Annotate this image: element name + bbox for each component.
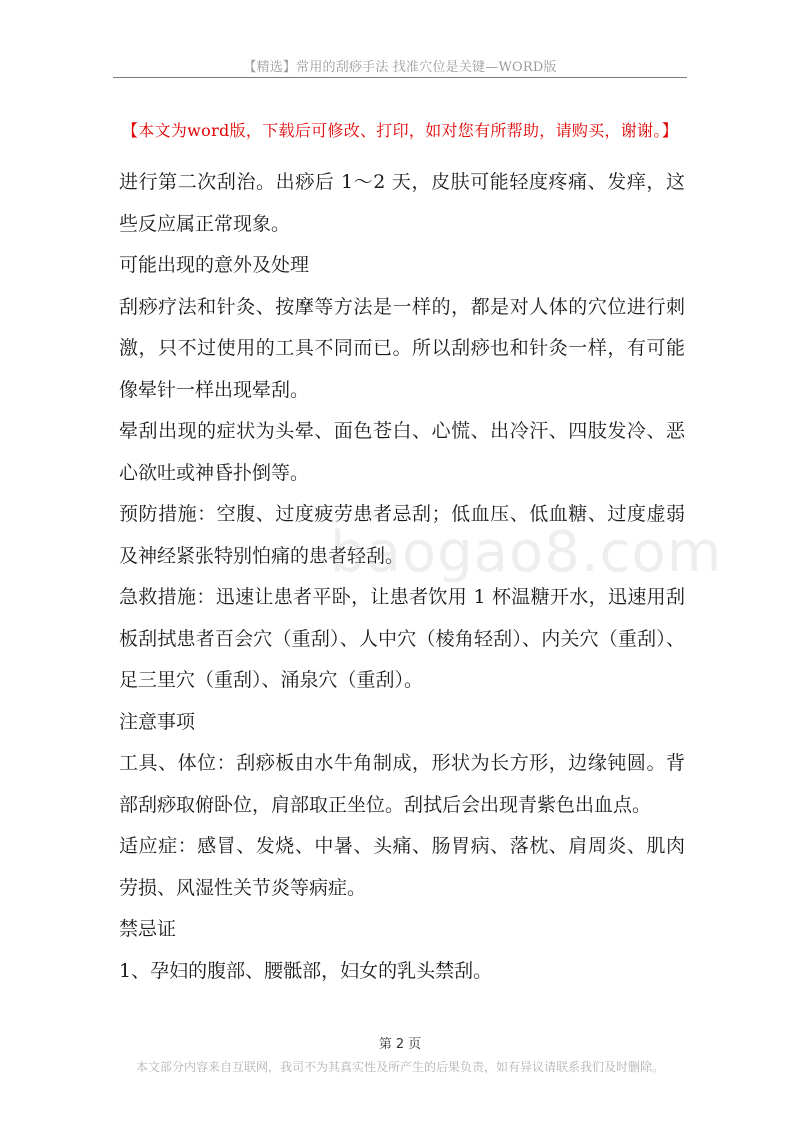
paragraph-prevention: 预防措施：空腹、过度疲劳患者忌刮；低血压、低血糖、过度虚弱及神经紧张特别怕痛的患者轻刮。 [119, 503, 685, 567]
page-number-value: 2 [395, 1037, 405, 1052]
page-number-prefix: 第 [378, 1037, 392, 1052]
section-heading-accidents: 可能出现的意外及处理 [119, 254, 310, 276]
page-number [0, 1033, 800, 1052]
paragraph-continuation: 进行第二次刮治。出痧后 1～2 天，皮肤可能轻度疼痛、发痒，这些反应属正常现象。 [119, 171, 685, 235]
paragraph-indications: 适应症：感冒、发烧、中暑、头痛、肠胃病、落枕、肩周炎、肌肉劳损、风湿性关节炎等病症。 [119, 835, 685, 899]
page-number-suffix: 页 [408, 1037, 422, 1052]
paragraph-tools-posture: 工具、体位：刮痧板由水牛角制成，形状为长方形，边缘钝圆。背部刮痧取俯卧位，肩部取正坐位。刮拭后会出现青紫色出血点。 [119, 752, 685, 816]
section-heading-contraindications: 禁忌证 [119, 918, 177, 940]
download-notice: 【本文为word版，下载后可修改、打印，如对您有所帮助，请购买，谢谢。】 [121, 121, 679, 140]
footer-disclaimer: 本文部分内容来自互联网，我司不为其真实性及所产生的后果负责，如有异议请联系我们及时删除。 [135, 1060, 664, 1074]
document-body [119, 162, 685, 992]
paragraph-first-aid: 急救措施：迅速让患者平卧，让患者饮用 1 杯温糖开水，迅速用刮板刮拭患者百会穴（重刮）、人中穴（棱角轻刮）、内关穴（重刮）、足三里穴（重刮）、涌泉穴（重刮）。 [119, 586, 685, 691]
paragraph-contraindication-1: 1、孕妇的腹部、腰骶部，妇女的乳头禁刮。 [119, 959, 493, 982]
header-divider [113, 77, 687, 78]
paragraph-symptoms: 晕刮出现的症状为头晕、面色苍白、心慌、出冷汗、四肢发冷、恶心欲吐或神昏扑倒等。 [119, 420, 685, 484]
watermark-text: baogao8.com [330, 520, 723, 585]
page-header-title: 【精选】常用的刮痧手法 找准穴位是关键—WORD版 [243, 60, 557, 75]
paragraph-dizziness-intro: 刮痧疗法和针灸、按摩等方法是一样的，都是对人体的穴位进行刺激，只不过使用的工具不同而已。所以刮痧也和针灸一样，有可能像晕针一样出现晕刮。 [119, 295, 685, 401]
section-heading-notes: 注意事项 [119, 710, 196, 733]
